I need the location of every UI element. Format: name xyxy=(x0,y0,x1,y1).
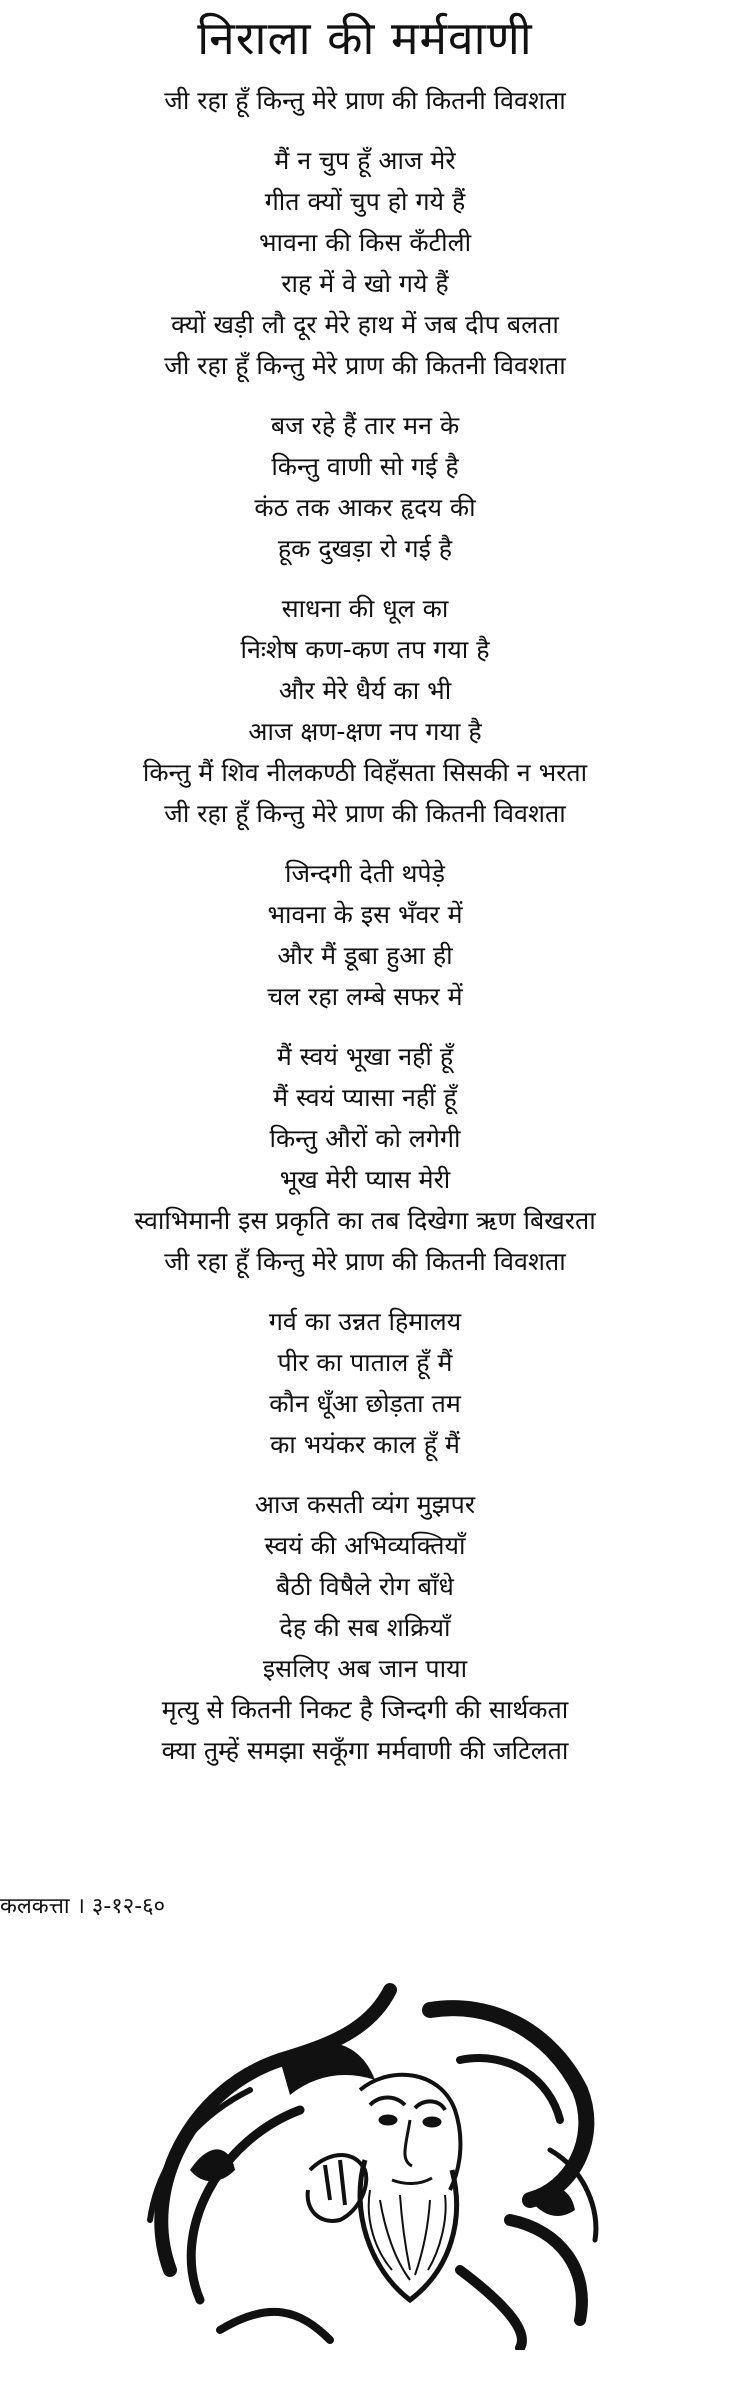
poem-title: निराला की मर्मवाणी xyxy=(197,11,533,65)
poem-line: भावना के इस भँवर में xyxy=(267,900,463,929)
poem-line: और मैं डूबा हुआ ही xyxy=(277,941,453,970)
stanza xyxy=(0,405,730,569)
poem-line: आज क्षण-क्षण नप गया है xyxy=(248,717,482,746)
poem-line: निःशेष कण-कण तप गया है xyxy=(240,635,490,664)
poem-line: बैठी विषैले रोग बाँधे xyxy=(276,1572,454,1601)
poem-line: स्वाभिमानी इस प्रकृति का तब दिखेगा ऋण बिखरता xyxy=(134,1206,596,1235)
poem-line: किन्तु मैं शिव नीलकण्ठी विहँसता सिसकी न भरता xyxy=(142,758,588,787)
stanza xyxy=(0,80,730,121)
poem-line: साधना की धूल का xyxy=(281,594,449,623)
poem-line: किन्तु वाणी सो गई है xyxy=(271,452,459,481)
poem-line: मृत्यु से कितनी निकट है जिन्दगी की सार्थकता xyxy=(161,1695,569,1724)
poem-line: क्यों खड़ी लौ दूर मेरे हाथ में जब दीप बलता xyxy=(171,310,559,339)
poem-line: हूक दुखड़ा रो गई है xyxy=(277,534,453,563)
stanza xyxy=(0,140,730,386)
poem-line: चल रहा लम्बे सफर में xyxy=(267,982,463,1011)
poem-line: भूख मेरी प्यास मेरी xyxy=(279,1165,451,1194)
poem-line: राह में वे खो गये हैं xyxy=(281,269,449,298)
stanza xyxy=(0,1301,730,1465)
poem-line: स्वयं की अभिव्यक्तियाँ xyxy=(264,1531,466,1560)
poem-body xyxy=(0,80,730,1790)
poem-line: जिन्दगी देती थपेड़े xyxy=(284,859,446,888)
poem-line: जी रहा हूँ किन्तु मेरे प्राण की कितनी विवशता xyxy=(164,1247,566,1276)
poem-line: भावना की किस कँटीली xyxy=(258,228,472,257)
stanza xyxy=(0,1036,730,1282)
poem-line: मैं स्वयं प्यासा नहीं हूँ xyxy=(273,1083,457,1112)
poem-line: बज रहे हैं तार मन के xyxy=(270,411,460,440)
poem-line: इसलिए अब जान पाया xyxy=(262,1654,468,1683)
poem-line: और मेरे धैर्य का भी xyxy=(278,676,452,705)
poem-line: मैं न चुप हूँ आज मेरे xyxy=(274,146,456,175)
poem-line: पीर का पाताल हूँ मैं xyxy=(277,1348,453,1377)
dateline: कलकत्ता । ३-१२-६० xyxy=(0,1894,166,1919)
poem-line: किन्तु औरों को लगेगी xyxy=(269,1124,461,1153)
poem-line: गर्व का उन्नत हिमालय xyxy=(268,1307,462,1336)
poem-line: गीत क्यों चुप हो गये हैं xyxy=(264,187,466,216)
stanza xyxy=(0,853,730,1017)
poem-line: कंठ तक आकर हृदय की xyxy=(254,493,476,522)
poem-line: आज कसती व्यंग मुझपर xyxy=(254,1490,476,1519)
stanza xyxy=(0,588,730,834)
poem-line: क्या तुम्हें समझा सकूँगा मर्मवाणी की जटिलता xyxy=(161,1736,569,1765)
poem-line: देह की सब शक्रियाँ xyxy=(279,1613,451,1642)
stanza xyxy=(0,1484,730,1771)
poem-line: जी रहा हूँ किन्तु मेरे प्राण की कितनी विवशता xyxy=(164,799,566,828)
poem-line: जी रहा हूँ किन्तु मेरे प्राण की कितनी विवशता xyxy=(164,86,566,115)
poet-portrait-illustration xyxy=(130,1970,610,2350)
poem-line: कौन धूँआ छोड़ता तम xyxy=(269,1389,461,1418)
poem-line: जी रहा हूँ किन्तु मेरे प्राण की कितनी विवशता xyxy=(164,351,566,380)
poem-line: मैं स्वयं भूखा नहीं हूँ xyxy=(276,1042,454,1071)
poem-line: का भयंकर काल हूँ मैं xyxy=(270,1430,460,1459)
